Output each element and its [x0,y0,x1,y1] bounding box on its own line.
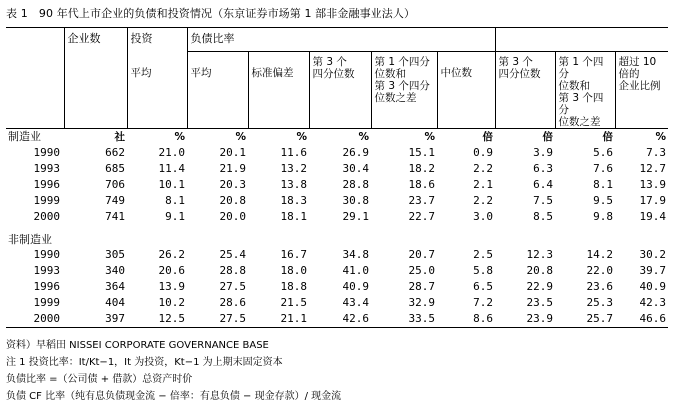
subheader-9: 超过 10倍的 企业比例 [615,52,668,129]
table-cell: 25.3 [586,296,613,309]
table-cell: 34.8 [342,248,369,261]
table-cell: 20.6 [158,264,185,277]
table-cell: 20.7 [408,248,435,261]
subheader-blank [6,52,64,129]
table-cell: 30.4 [342,162,369,175]
table-cell: 12.5 [127,311,187,328]
unit-3: % [248,129,309,146]
unit-4: % [309,129,371,146]
table-row [6,145,668,161]
table-cell: 15.1 [408,146,435,159]
table-cell: 2.2 [473,162,493,175]
section-label: 非制造业 [8,233,52,246]
unit-0: 社 [64,129,127,146]
table-cell: 706 [105,178,125,191]
table-cell: 18.3 [280,194,307,207]
subheader-6: 中位数 [437,52,495,129]
table-cell: 397 [64,311,127,328]
header-count: 企业数 [64,28,127,52]
table-cell: 340 [105,264,125,277]
table-cell: 41.0 [342,264,369,277]
table-cell: 20.1 [219,146,246,159]
table-row [6,193,668,209]
financial-table [6,27,668,328]
table-row [6,279,668,295]
table-row [6,161,668,177]
table-cell: 26.2 [158,248,185,261]
unit-7: 倍 [495,129,555,146]
table-cell: 21.1 [248,311,309,328]
table-cell: 9.1 [165,210,185,223]
table-cell: 25.4 [219,248,246,261]
table-cell: 20.8 [219,194,246,207]
table-cell: 17.9 [639,194,667,207]
section-label-manufacturing: 制造业 [6,129,64,146]
table-cell: 6.3 [533,162,553,175]
table-row [6,247,668,263]
table-cell: 46.6 [615,311,668,328]
table-cell: 42.6 [309,311,371,328]
row-year: 1996 [33,280,60,293]
table-row [6,209,668,225]
table-cell: 3.0 [473,210,493,223]
row-year: 1990 [33,248,60,261]
table-cell: 39.7 [639,264,667,277]
table-cell: 8.1 [165,194,185,207]
table-cell: 21.5 [280,296,307,309]
table-cell: 12.7 [639,162,667,175]
table-cell: 404 [105,296,125,309]
table-cell: 16.7 [280,248,307,261]
row-year: 1999 [33,194,60,207]
table-cell: 40.9 [342,280,369,293]
note-3: 负债 CF 比率（纯有息负债现金流 − 倍率：有息负债 − 现金存款）/ 现金流 [6,391,342,402]
subheader-4: 第 3 个 四分位数 [309,52,371,129]
table-cell: 27.5 [187,311,248,328]
row-year: 1993 [33,264,60,277]
table-cell: 18.0 [280,264,307,277]
table-cell: 22.0 [586,264,613,277]
table-row [6,177,668,193]
subheader-2: 平均 [187,52,248,129]
table-cell: 21.9 [219,162,246,175]
table-cell: 18.8 [280,280,307,293]
row-year: 1990 [33,146,60,159]
row-year: 2000 [6,311,64,328]
table-cell: 305 [105,248,125,261]
table-cell: 6.5 [473,280,493,293]
table-cell: 25.7 [555,311,615,328]
subheader-5: 第 1 个四分 位数和 第 3 个四分 位数之差 [371,52,437,129]
table-cell: 28.8 [219,264,246,277]
table-cell: 662 [105,146,125,159]
table-cell: 7.3 [646,146,667,159]
table-cell: 33.5 [371,311,437,328]
corner-cell [6,28,64,52]
table-cell: 19.4 [639,210,667,223]
table-cell: 43.4 [342,296,369,309]
table-cell: 30.8 [342,194,369,207]
table-row [6,311,668,328]
row-year: 1999 [33,296,60,309]
table-cell: 27.5 [219,280,246,293]
subheader-1: 平均 [127,52,187,129]
table-cell: 10.2 [158,296,185,309]
table-cell: 23.9 [495,311,555,328]
table-cell: 30.2 [639,248,667,261]
table-cell: 6.4 [533,178,553,191]
table-cell: 13.9 [158,280,185,293]
table-cell: 0.9 [473,146,493,159]
table-cell: 11.4 [158,162,185,175]
table-cell: 2.1 [473,178,493,191]
subheader-0 [64,52,127,129]
table-cell: 3.9 [533,146,553,159]
table-row [6,263,668,279]
table-cell: 7.6 [593,162,613,175]
unit-5: % [371,129,437,146]
header-invest: 投资 [127,28,187,52]
table-cell: 10.1 [158,178,185,191]
table-cell: 21.0 [158,146,185,159]
table-title: 表 1 90 年代上市企业的负债和投资情况（东京证券市场第 1 部非金融事业法人） [6,7,416,20]
table-cell: 28.7 [408,280,435,293]
table-cell: 2.2 [473,194,493,207]
row-year: 2000 [33,210,60,223]
table-cell: 13.2 [280,162,307,175]
table-cell: 22.7 [408,210,435,223]
table-cell: 364 [105,280,125,293]
table-cell: 5.6 [593,146,613,159]
table-cell: 18.2 [408,162,435,175]
table-cell: 42.3 [639,296,667,309]
table-cell: 23.7 [408,194,435,207]
note-1: 注 1 投资比率：It/Kt−1，It 为投资，Kt−1 为上期末固定资本 [6,357,283,368]
header-debt-ratio: 负债比率 [187,28,495,52]
table-cell: 22.9 [526,280,553,293]
table-cell: 5.8 [473,264,493,277]
section-header-row [6,225,668,247]
table-cell: 28.8 [342,178,369,191]
note-2: 负债比率 =（公司债 + 借款）总资产时价 [6,374,193,385]
table-cell: 12.3 [526,248,553,261]
table-cell: 18.1 [280,210,307,223]
table-cell: 14.2 [586,248,613,261]
table-cell: 13.8 [280,178,307,191]
unit-9: % [615,129,668,146]
table-cell: 25.0 [408,264,435,277]
table-cell: 26.9 [342,146,369,159]
row-year: 1996 [33,178,60,191]
table-cell: 29.1 [342,210,369,223]
table-cell: 23.6 [586,280,613,293]
table-cell: 741 [105,210,125,223]
table-cell: 8.5 [533,210,553,223]
unit-2: % [187,129,248,146]
table-cell: 13.9 [639,178,667,191]
table-cell: 20.0 [219,210,246,223]
unit-6: 倍 [437,129,495,146]
table-cell: 8.6 [437,311,495,328]
unit-8: 倍 [555,129,615,146]
row-year: 1993 [33,162,60,175]
table-cell: 685 [105,162,125,175]
table-cell: 7.2 [473,296,493,309]
table-cell: 20.3 [219,178,246,191]
table-cell: 32.9 [408,296,435,309]
data-rows [6,145,668,328]
subheader-3: 标准偏差 [248,52,309,129]
table-cell: 749 [105,194,125,207]
table-cell: 18.6 [408,178,435,191]
subheader-8: 第 1 个四分 位数和 第 3 个四分 位数之差 [555,52,615,129]
table-cell: 11.6 [280,146,307,159]
notes [6,337,341,405]
unit-1: % [127,129,187,146]
header-cf-ratio [495,28,668,52]
table-cell: 40.9 [639,280,667,293]
table-cell: 9.8 [593,210,613,223]
table-row [6,295,668,311]
table-cell: 23.5 [526,296,553,309]
table-cell: 20.8 [526,264,553,277]
subheader-7: 第 3 个 四分位数 [495,52,555,129]
table-cell: 8.1 [593,178,613,191]
table-cell: 7.5 [533,194,553,207]
table-cell: 2.5 [473,248,493,261]
table-cell: 9.5 [593,194,613,207]
note-source: 资料）早稻田 NISSEI CORPORATE GOVERNANCE BASE [6,340,269,351]
table-cell: 28.6 [219,296,246,309]
